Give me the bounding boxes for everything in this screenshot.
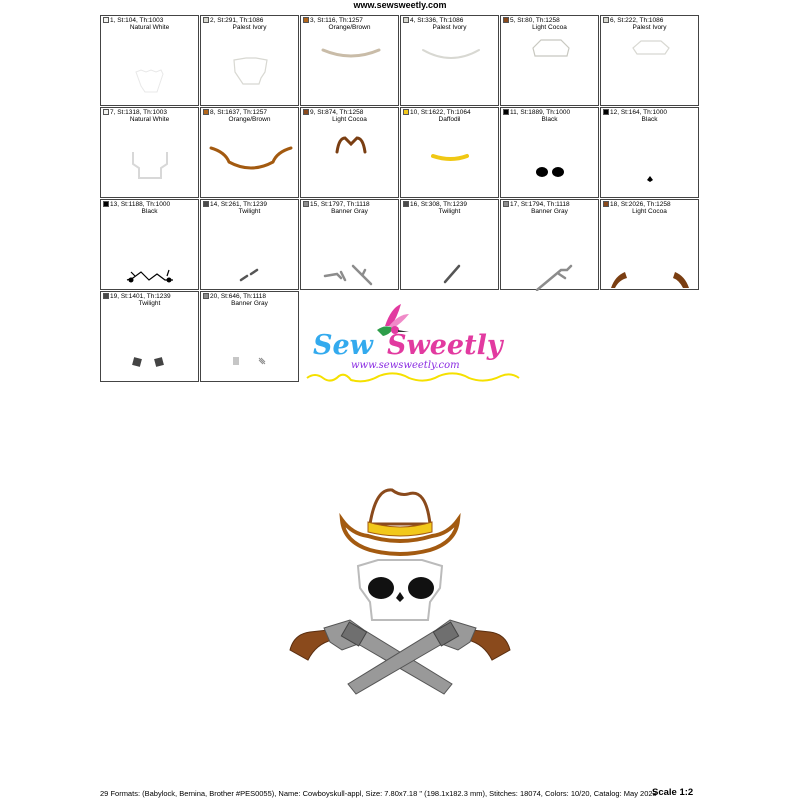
cowboy-skull-design [280,480,520,710]
cell-color-name: Banner Gray [231,300,268,307]
cell-header-text: 2, St:291, Th:1086 [210,17,264,24]
cell-header-text: 16, St:308, Th:1239 [410,201,467,208]
cell-color-name: Orange/Brown [228,116,271,123]
stitch-preview [601,200,700,291]
color-cell-15 [300,199,399,290]
cell-header-text: 6, St:222, Th:1086 [610,17,664,24]
cell-header-text: 11, St:1889, Th:1000 [510,109,571,116]
stitch-preview [301,16,400,107]
cell-color-name: Black [141,208,158,215]
stitch-preview [101,108,200,199]
cell-color-name: Natural White [129,24,170,31]
color-cell-12 [600,107,699,198]
cell-header-text: 5, St:80, Th:1258 [510,17,560,24]
logo-url-text: www.sewsweetly.com [351,360,460,371]
color-cell-18 [600,199,699,290]
color-cell-4 [400,15,499,106]
scale-label: Scale 1:2 [652,787,694,798]
color-cell-20 [200,291,299,382]
site-url: www.sewsweetly.com [353,0,447,10]
color-cell-10 [400,107,499,198]
cell-color-name: Palest Ivory [232,24,267,31]
cell-color-name: Light Cocoa [332,116,367,123]
cell-color-name: Daffodil [438,116,461,123]
cell-color-name: Palest Ivory [632,24,667,31]
stitch-preview [201,292,300,383]
stitch-preview [501,200,600,291]
cell-header-text: 10, St:1622, Th:1064 [410,109,471,116]
color-cell-17 [500,199,599,290]
sew-sweetly-logo [305,300,525,390]
cell-header-text: 18, St:2026, Th:1258 [610,201,671,208]
stitch-preview [301,200,400,291]
cell-color-name: Light Cocoa [532,24,567,31]
stitch-preview [501,16,600,107]
cell-color-name: Banner Gray [331,208,368,215]
cell-header-text: 13, St:1188, Th:1000 [110,201,171,208]
cell-color-name: Twilight [138,300,161,307]
footer-info [100,789,657,799]
cell-header-text: 15, St:1797, Th:1118 [310,201,370,208]
color-cell-6 [600,15,699,106]
stitch-preview [101,292,200,383]
color-cell-19 [100,291,199,382]
cell-header-text: 7, St:1318, Th:1003 [110,109,167,116]
cell-header-text: 17, St:1794, Th:1118 [510,201,570,208]
stitch-preview [601,16,700,107]
skull [358,560,442,620]
cell-header-text: 14, St:261, Th:1239 [210,201,267,208]
color-cell-3 [300,15,399,106]
cell-color-name: Banner Gray [531,208,568,215]
cell-color-name: Black [541,116,558,123]
color-cell-13 [100,199,199,290]
stitch-preview [201,200,300,291]
color-cell-2 [200,15,299,106]
stitch-preview [201,108,300,199]
cell-color-name: Twilight [238,208,261,215]
color-cell-9 [300,107,399,198]
stitch-preview [301,108,400,199]
stitch-preview [401,200,500,291]
stitch-preview [401,16,500,107]
cell-color-name: Natural White [129,116,170,123]
stitch-preview [401,108,500,199]
color-cell-16 [400,199,499,290]
cowboy-hat [342,490,458,554]
color-cell-11 [500,107,599,198]
logo-sew-text: Sew [313,330,373,361]
cell-header-text: 20, St:646, Th:1118 [210,293,267,300]
cell-header-text: 9, St:874, Th:1258 [310,109,364,116]
stitch-preview [501,108,600,199]
footer-details: Formats: (Babylock, Bernina, Brother #PES0055), Name: Cowboyskull-appl, Size: 7.80x7.18 " (198.1x182.3 mm), Stitches: 18074, Colors: 10/20, Catalog: May 2023 [110,789,657,798]
stitch-preview [201,16,300,107]
cell-header-text: 4, St:336, Th:1086 [410,17,464,24]
stitch-preview [101,200,200,291]
color-cell-8 [200,107,299,198]
logo-sweetly-text: Sweetly [387,330,503,361]
color-cell-7 [100,107,199,198]
page-number: 29 [100,789,109,798]
stitch-preview [101,16,200,107]
cell-header-text: 12, St:164, Th:1000 [610,109,667,116]
logo-swirl [307,373,519,381]
cell-header-text: 1, St:104, Th:1003 [110,17,164,24]
cell-header-text: 8, St:1637, Th:1257 [210,109,267,116]
cell-color-name: Palest Ivory [432,24,467,31]
cell-color-name: Twilight [438,208,461,215]
cell-color-name: Light Cocoa [632,208,667,215]
color-cell-1 [100,15,199,106]
cell-header-text: 3, St:116, Th:1257 [310,17,363,24]
cell-color-name: Black [641,116,658,123]
color-cell-5 [500,15,599,106]
cell-color-name: Orange/Brown [328,24,371,31]
color-cell-14 [200,199,299,290]
cell-header-text: 19, St:1401, Th:1239 [110,293,171,300]
stitch-preview [601,108,700,199]
